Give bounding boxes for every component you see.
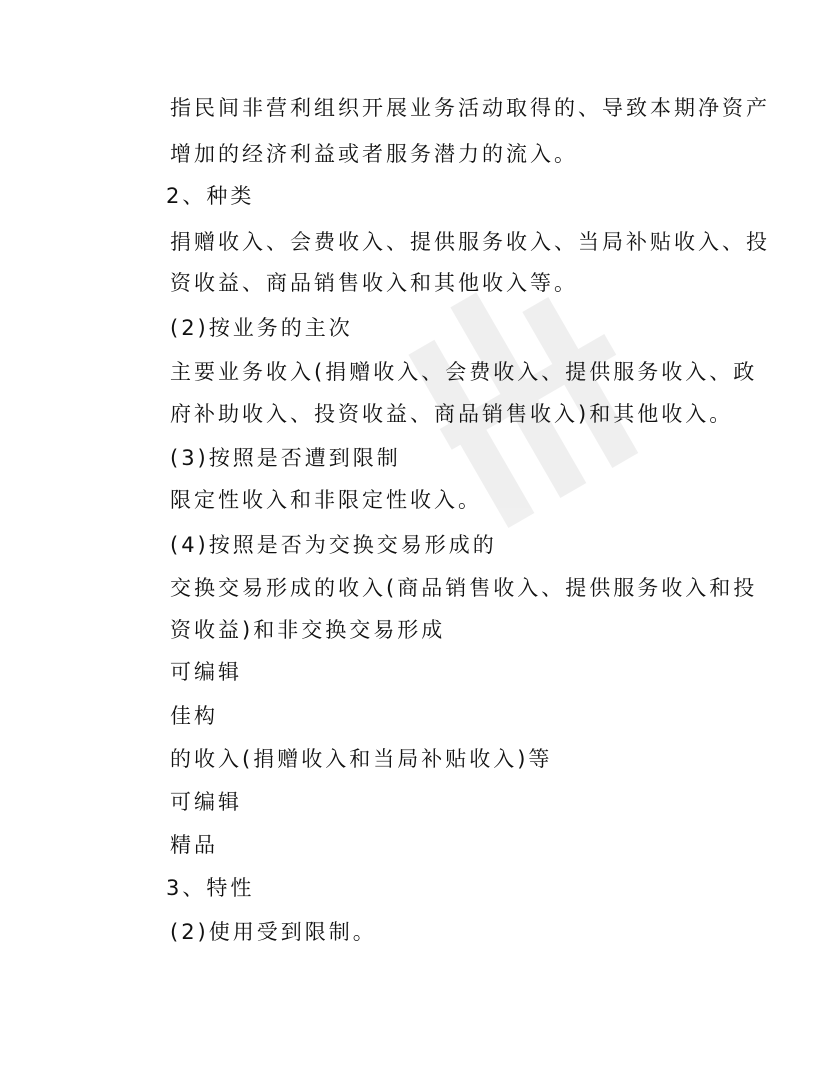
quality-note-1: 佳构 <box>170 704 218 728</box>
text-line-20: (2)使用受到限制。 <box>170 920 377 944</box>
text-line-7: 主要业务收入(捐赠收入、会费收入、提供服务收入、政 <box>170 360 758 384</box>
editable-note-2: 可编辑 <box>170 790 242 814</box>
text-line-4: 捐赠收入、会费收入、提供服务收入、当局补贴收入、投 <box>170 230 770 254</box>
text-line-5: 资收益、商品销售收入和其他收入等。 <box>170 271 578 295</box>
text-line-2: 增加的经济利益或者服务潜力的流入。 <box>170 142 578 166</box>
text-line-16: 的收入(捐赠收入和当局补贴收入)等 <box>170 747 553 771</box>
text-line-10: 限定性收入和非限定性收入。 <box>170 488 482 512</box>
section-heading-features: 3、特性 <box>166 876 255 900</box>
text-line-1: 指民间非营利组织开展业务活动取得的、导致本期净资产 <box>170 96 770 120</box>
quality-note-2: 精品 <box>170 833 218 857</box>
subheading-by-business: (2)按业务的主次 <box>170 316 353 340</box>
subheading-by-exchange: (4)按照是否为交换交易形成的 <box>170 533 497 557</box>
text-line-12: 交换交易形成的收入(商品销售收入、提供服务收入和投 <box>170 576 758 600</box>
subheading-by-restriction: (3)按照是否遭到限制 <box>170 446 401 470</box>
text-line-13: 资收益)和非交换交易形成 <box>170 618 446 642</box>
editable-note-1: 可编辑 <box>170 660 242 684</box>
section-heading-types: 2、种类 <box>166 184 255 208</box>
text-line-8: 府补助收入、投资收益、商品销售收入)和其他收入。 <box>170 402 734 426</box>
